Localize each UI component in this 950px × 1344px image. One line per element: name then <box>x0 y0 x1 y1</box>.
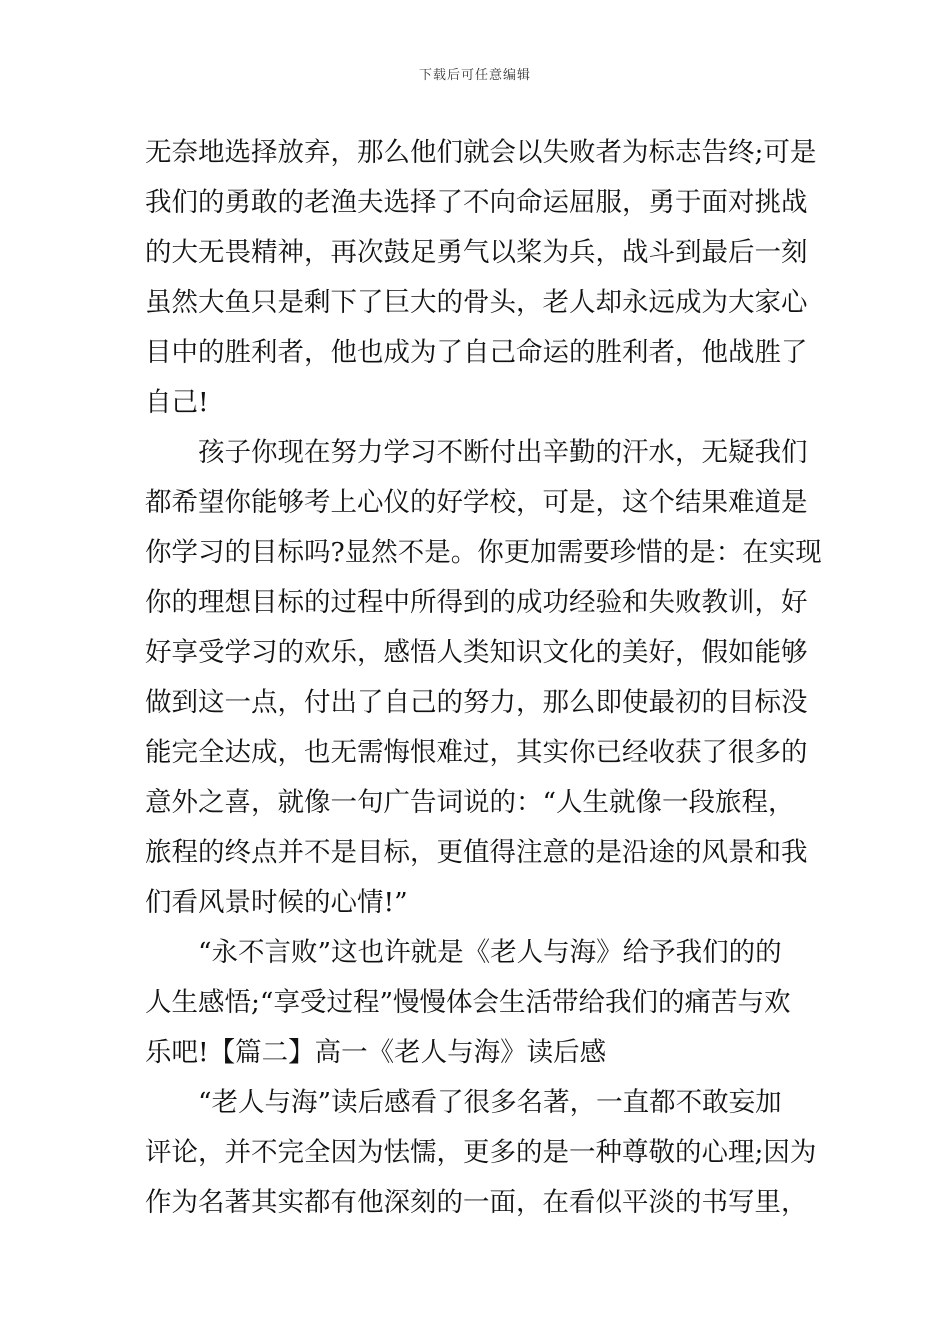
text-line: 作为名著其实都有他深刻的一面，在看似平淡的书写里， <box>145 1187 808 1218</box>
paragraph-start-line: “永不言败”这也许就是《老人与海》给予我们的的 <box>198 937 782 968</box>
text-line: 评论，并不完全因为怯懦，更多的是一种尊敬的心理;因为 <box>145 1137 817 1168</box>
text-line: 的大无畏精神，再次鼓足勇气以桨为兵，战斗到最后一刻 <box>145 237 808 268</box>
text-line: 虽然大鱼只是剩下了巨大的骨头，老人却永远成为大家心 <box>145 287 808 318</box>
text-line: 都希望你能够考上心仪的好学校，可是，这个结果难道是 <box>145 487 808 518</box>
text-line: 无奈地选择放弃，那么他们就会以失败者为标志告终;可是 <box>145 137 817 168</box>
paragraph-start-line: 孩子你现在努力学习不断付出辛勤的汗水，无疑我们 <box>198 437 808 468</box>
document-body <box>145 128 822 1228</box>
header-note: 下载后可任意编辑 <box>418 68 531 83</box>
text-line: 意外之喜，就像一句广告词说的：“人生就像一段旅程， <box>145 787 795 818</box>
text-line: 你学习的目标吗?显然不是。你更加需要珍惜的是：在实现 <box>145 537 822 568</box>
text-line: 人生感悟;“享受过程”慢慢体会生活带给我们的痛苦与欢 <box>145 987 791 1018</box>
text-line: 做到这一点，付出了自己的努力，那么即使最初的目标没 <box>145 687 808 718</box>
paragraph-start-line: “老人与海”读后感看了很多名著，一直都不敢妄加 <box>198 1087 782 1118</box>
text-line: 你的理想目标的过程中所得到的成功经验和失败教训，好 <box>145 587 808 618</box>
text-line: 旅程的终点并不是目标，更值得注意的是沿途的风景和我 <box>145 837 808 868</box>
text-line: 目中的胜利者，他也成为了自己命运的胜利者，他战胜了 <box>145 337 808 368</box>
text-line: 我们的勇敢的老渔夫选择了不向命运屈服，勇于面对挑战 <box>145 187 808 218</box>
text-line: 自己! <box>145 387 209 418</box>
text-line: 好享受学习的欢乐，感悟人类知识文化的美好，假如能够 <box>145 637 808 668</box>
text-line: 乐吧!【篇二】高一《老人与海》读后感 <box>145 1037 607 1068</box>
text-line: 能完全达成，也无需悔恨难过，其实你已经收获了很多的 <box>145 737 808 768</box>
text-line: 们看风景时候的心情!” <box>145 887 408 918</box>
